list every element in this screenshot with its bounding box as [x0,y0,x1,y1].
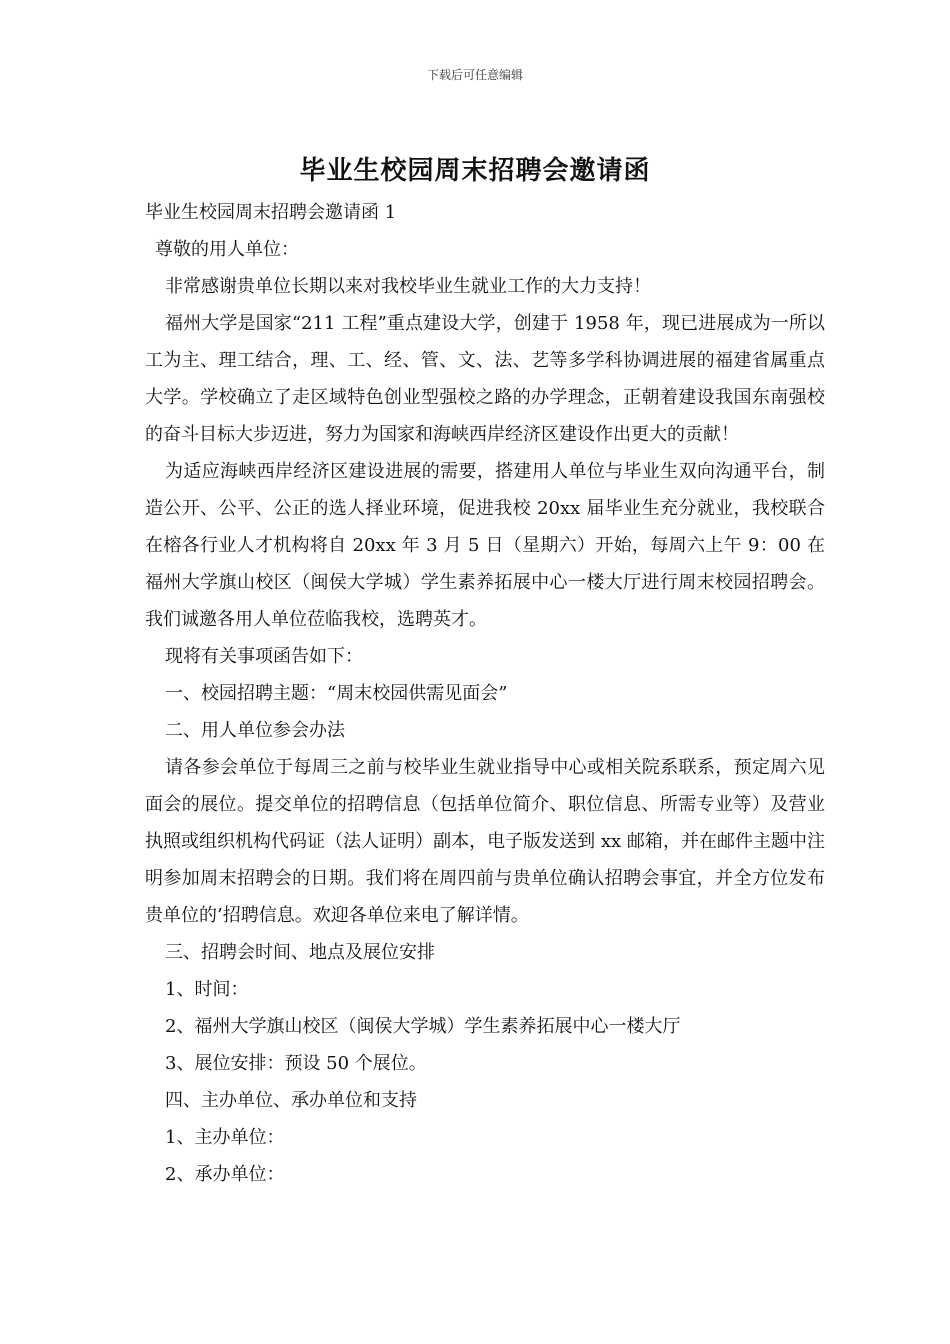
paragraph-registration: 请各参会单位于每周三之前与校毕业生就业指导中心或相关院系联系，预定周六见面会的展位。提交单位的招聘信息（包括单位简介、职位信息、所需专业等）及营业执照或组织机构代码证（法人证明）副本，电子版发送到 xx 邮箱，并在邮件主题中注明参加周末招聘会的日期。我们将在周四前与贵单位确认招聘会事宜，并全方位发布贵单位的’招聘信息。欢迎各单位来电了解详情。 [145,757,825,926]
item-co-organizer: 2、承办单位： [165,1164,285,1185]
section-4-heading: 四、主办单位、承办单位和支持 [165,1090,417,1111]
section-2-heading: 二、用人单位参会办法 [165,720,345,741]
item-time: 1、时间： [165,979,249,1000]
header-note: 下载后可任意编辑 [426,68,523,82]
item-location: 2、福州大学旗山校区（闽侯大学城）学生素养拓展中心一楼大厅 [165,1016,681,1037]
document-title: 毕业生校园周末招聘会邀请函 [299,156,651,186]
item-booths: 3、展位安排：预设 50 个展位。 [165,1053,427,1074]
paragraph-fair-announcement: 为适应海峡西岸经济区建设进展的需要，搭建用人单位与毕业生双向沟通平台，制造公开、公平、公正的选人择业环境，促进我校 20xx 届毕业生充分就业，我校联合在榕各行业人才机构将自 20xx 年 3 月 5 日（星期六）开始，每周六上午 9：00 在福州大学旗山校区（闽侯大学城）学生素养拓展中心一楼大厅进行周末校园招聘会。我们诚邀各用人单位莅临我校，选聘英才。 [145,461,825,630]
item-organizer: 1、主办单位： [165,1127,285,1148]
document-body [145,194,825,1193]
paragraph-notice-intro: 现将有关事项函告如下： [165,646,363,667]
greeting: 尊敬的用人单位： [155,239,299,260]
section-3-heading: 三、招聘会时间、地点及展位安排 [165,942,435,963]
paragraph-university-intro: 福州大学是国家“211 工程”重点建设大学，创建于 1958 年，现已进展成为一所以工为主、理工结合，理、工、经、管、文、法、艺等多学科协调进展的福建省属重点大学。学校确立了走区域特色创业型强校之路的办学理念，正朝着建设我国东南强校的奋斗目标大步迈进，努力为国家和海峡西岸经济区建设作出更大的贡献！ [145,313,825,445]
section-1-theme: 一、校园招聘主题：“周末校园供需见面会” [165,683,508,704]
paragraph-thanks: 非常感谢贵单位长期以来对我校毕业生就业工作的大力支持！ [165,276,651,297]
document-subtitle: 毕业生校园周末招聘会邀请函 1 [145,202,397,223]
